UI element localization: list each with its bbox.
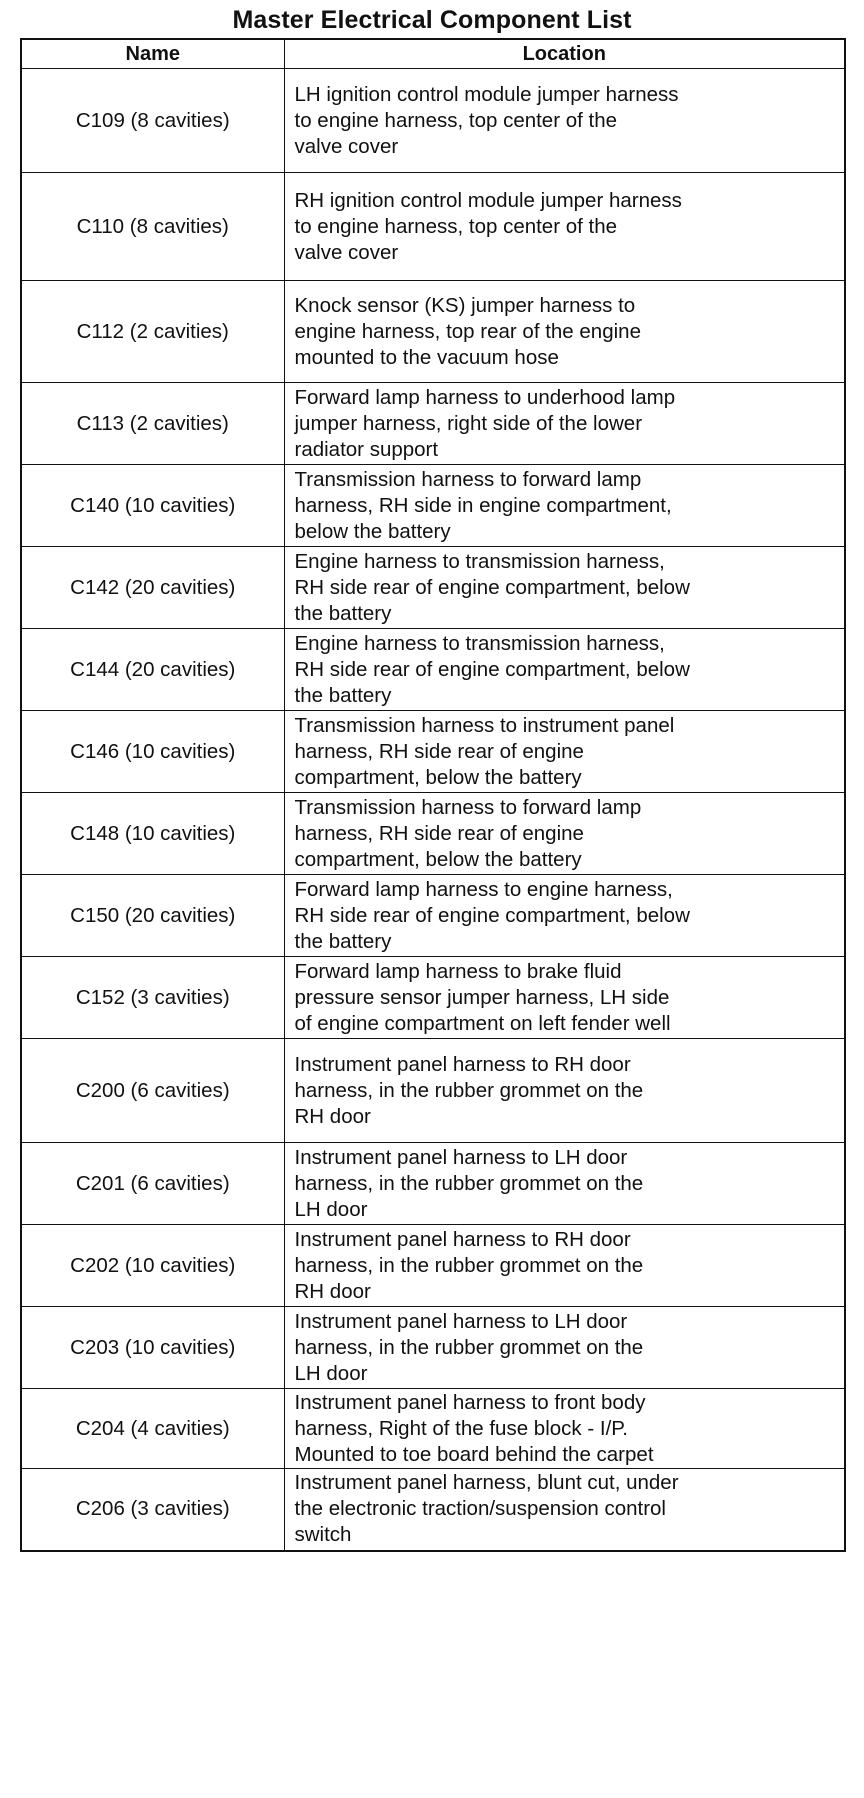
component-name-cell: C109 (8 cavities)	[21, 69, 284, 173]
table-row	[21, 793, 845, 875]
page-title: Master Electrical Component List	[232, 6, 632, 34]
component-location-cell	[284, 69, 845, 173]
component-name-cell: C150 (20 cavities)	[21, 875, 284, 957]
location-text-line: engine harness, top rear of the engine	[294, 319, 641, 343]
component-location-cell	[284, 1469, 845, 1551]
table-row	[21, 1225, 845, 1307]
component-location-cell	[284, 1389, 845, 1469]
location-text-line: Instrument panel harness to LH door	[294, 1145, 628, 1169]
table-row	[21, 1469, 845, 1551]
component-name-cell: C200 (6 cavities)	[21, 1039, 284, 1143]
location-text-line: valve cover	[294, 134, 399, 158]
location-text-line: RH ignition control module jumper harness	[294, 188, 682, 212]
column-header-location: Location	[284, 39, 845, 69]
component-location-cell	[284, 629, 845, 711]
location-text-line: Forward lamp harness to engine harness,	[294, 877, 673, 901]
location-text-line: the battery	[294, 929, 392, 953]
component-location-cell	[284, 281, 845, 383]
component-location-cell	[284, 1307, 845, 1389]
table-row	[21, 957, 845, 1039]
location-text-line: harness, in the rubber grommet on the	[294, 1253, 644, 1277]
location-text-line: Engine harness to transmission harness,	[294, 549, 665, 573]
location-text-line: mounted to the vacuum hose	[294, 345, 559, 369]
table-header-row	[21, 39, 845, 69]
location-text-line: Transmission harness to instrument panel	[294, 713, 675, 737]
component-location-cell	[284, 1039, 845, 1143]
location-text-line: Forward lamp harness to underhood lamp	[294, 385, 676, 409]
location-text-line: RH door	[294, 1279, 371, 1303]
location-text-line: to engine harness, top center of the	[294, 108, 618, 132]
table-body	[21, 69, 845, 1551]
table-row	[21, 173, 845, 281]
location-text-line: Transmission harness to forward lamp	[294, 795, 642, 819]
component-location-cell	[284, 173, 845, 281]
location-text-line: harness, RH side in engine compartment,	[294, 493, 672, 517]
location-text-line: RH side rear of engine compartment, below	[294, 903, 690, 927]
component-name-cell: C146 (10 cavities)	[21, 711, 284, 793]
component-name-cell: C201 (6 cavities)	[21, 1143, 284, 1225]
location-text-line: jumper harness, right side of the lower	[294, 411, 643, 435]
location-text-line: compartment, below the battery	[294, 847, 582, 871]
component-name-cell: C110 (8 cavities)	[21, 173, 284, 281]
component-name-cell: C142 (20 cavities)	[21, 547, 284, 629]
location-text-line: harness, in the rubber grommet on the	[294, 1171, 644, 1195]
location-text-line: harness, in the rubber grommet on the	[294, 1335, 644, 1359]
table-row	[21, 69, 845, 173]
table-row	[21, 875, 845, 957]
component-location-cell	[284, 465, 845, 547]
table-row	[21, 547, 845, 629]
component-location-cell	[284, 875, 845, 957]
component-location-cell	[284, 711, 845, 793]
location-text-line: RH side rear of engine compartment, below	[294, 575, 690, 599]
location-text-line: Mounted to toe board behind the carpet	[294, 1442, 654, 1466]
location-text-line: harness, RH side rear of engine	[294, 821, 584, 845]
location-text-line: to engine harness, top center of the	[294, 214, 618, 238]
component-name-cell: C148 (10 cavities)	[21, 793, 284, 875]
table-row	[21, 1143, 845, 1225]
location-text-line: harness, Right of the fuse block - I/P.	[294, 1416, 628, 1440]
component-name-cell: C152 (3 cavities)	[21, 957, 284, 1039]
component-location-cell	[284, 1143, 845, 1225]
location-text-line: of engine compartment on left fender well	[294, 1011, 671, 1035]
location-text-line: compartment, below the battery	[294, 765, 582, 789]
location-text-line: the battery	[294, 601, 392, 625]
table-row	[21, 1307, 845, 1389]
component-name-cell: C113 (2 cavities)	[21, 383, 284, 465]
table-row	[21, 1389, 845, 1469]
component-location-cell	[284, 547, 845, 629]
location-text-line: below the battery	[294, 519, 451, 543]
table-row	[21, 1039, 845, 1143]
table-row	[21, 711, 845, 793]
table-row	[21, 281, 845, 383]
location-text-line: pressure sensor jumper harness, LH side	[294, 985, 670, 1009]
component-name-cell: C206 (3 cavities)	[21, 1469, 284, 1551]
component-location-cell	[284, 383, 845, 465]
column-header-name: Name	[21, 39, 284, 69]
location-text-line: Instrument panel harness to RH door	[294, 1052, 631, 1076]
location-text-line: Engine harness to transmission harness,	[294, 631, 665, 655]
location-text-line: harness, RH side rear of engine	[294, 739, 584, 763]
location-text-line: switch	[294, 1523, 352, 1547]
component-name-cell: C203 (10 cavities)	[21, 1307, 284, 1389]
location-text-line: Knock sensor (KS) jumper harness to	[294, 293, 636, 317]
location-text-line: Instrument panel harness to front body	[294, 1390, 646, 1414]
location-text-line: radiator support	[294, 437, 439, 461]
component-name-cell: C144 (20 cavities)	[21, 629, 284, 711]
table-row	[21, 629, 845, 711]
location-text-line: LH door	[294, 1361, 368, 1385]
location-text-line: LH door	[294, 1197, 368, 1221]
location-text-line: Instrument panel harness to RH door	[294, 1227, 631, 1251]
location-text-line: RH door	[294, 1104, 371, 1128]
location-text-line: valve cover	[294, 240, 399, 264]
component-table	[20, 38, 846, 1552]
component-name-cell: C112 (2 cavities)	[21, 281, 284, 383]
table-row	[21, 465, 845, 547]
location-text-line: the electronic traction/suspension control	[294, 1497, 666, 1521]
location-text-line: RH side rear of engine compartment, below	[294, 657, 690, 681]
component-name-cell: C204 (4 cavities)	[21, 1389, 284, 1469]
location-text-line: Instrument panel harness to LH door	[294, 1309, 628, 1333]
component-location-cell	[284, 1225, 845, 1307]
table-row	[21, 383, 845, 465]
component-name-cell: C202 (10 cavities)	[21, 1225, 284, 1307]
location-text-line: harness, in the rubber grommet on the	[294, 1078, 644, 1102]
component-location-cell	[284, 793, 845, 875]
component-location-cell	[284, 957, 845, 1039]
location-text-line: LH ignition control module jumper harness	[294, 82, 679, 106]
location-text-line: Forward lamp harness to brake fluid	[294, 959, 622, 983]
component-name-cell: C140 (10 cavities)	[21, 465, 284, 547]
location-text-line: Transmission harness to forward lamp	[294, 467, 642, 491]
location-text-line: Instrument panel harness, blunt cut, under	[294, 1471, 679, 1495]
location-text-line: the battery	[294, 683, 392, 707]
